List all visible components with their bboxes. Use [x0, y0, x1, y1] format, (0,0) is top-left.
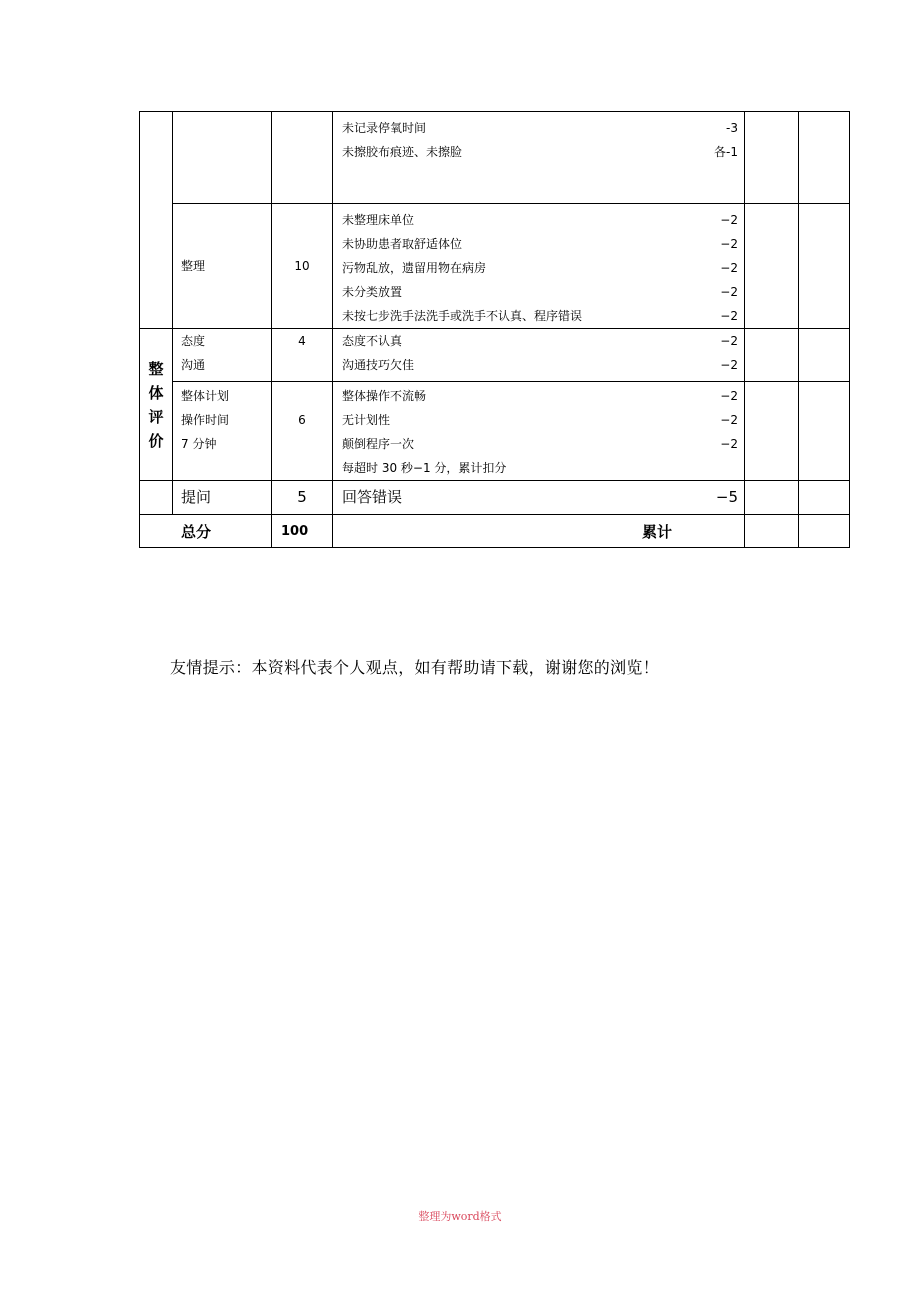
criteria-text: 无计划性	[342, 413, 391, 427]
criteria-line	[342, 304, 738, 328]
criteria-line	[342, 232, 738, 256]
criteria-line	[342, 140, 738, 164]
criteria-line	[342, 208, 738, 232]
criteria-points	[734, 456, 738, 480]
criteria-text: 未记录停氧时间	[342, 121, 427, 135]
table-row	[140, 481, 850, 515]
deduction-cell	[745, 515, 799, 548]
criteria-cell	[333, 382, 745, 481]
total-label: 总分	[181, 522, 212, 541]
criteria-text: 未整理床单位	[342, 213, 415, 227]
criteria-points: 各-1	[714, 145, 738, 159]
item-cell: 态度 沟通	[173, 329, 272, 382]
criteria-points: −2	[720, 334, 738, 348]
score-cell: 5	[272, 481, 333, 515]
final-score-cell	[799, 204, 850, 329]
score-cell: 10	[272, 204, 333, 329]
table-row	[140, 382, 850, 481]
criteria-text: 未擦胶布痕迹、未擦脸	[342, 145, 463, 159]
criteria-line	[342, 408, 738, 432]
item-cell: 整体计划 操作时间 7 分钟	[173, 382, 272, 481]
deduction-cell	[745, 481, 799, 515]
table-row	[140, 112, 850, 204]
score-cell: 6	[272, 382, 333, 481]
criteria-text: 整体操作不流畅	[342, 389, 427, 403]
criteria-text: 未协助患者取舒适体位	[342, 237, 463, 251]
item-cell: 整理	[173, 204, 272, 329]
criteria-text: 态度不认真	[342, 334, 403, 348]
criteria-text: 颠倒程序一次	[342, 437, 415, 451]
criteria-text: 未按七步洗手法洗手或洗手不认真、程序错误	[342, 309, 583, 323]
item-cell	[173, 112, 272, 204]
criteria-line	[342, 280, 738, 304]
table-row	[140, 329, 850, 382]
table-row	[140, 204, 850, 329]
total-score: 100	[281, 523, 309, 539]
criteria-points: −2	[720, 309, 738, 323]
cumulative-label: 累计	[642, 522, 673, 541]
final-score-cell	[799, 481, 850, 515]
criteria-line	[342, 116, 738, 140]
criteria-text: 污物乱放，遗留用物在病房	[342, 261, 487, 275]
criteria-points: −2	[720, 413, 738, 427]
criteria-text: 回答错误	[342, 488, 403, 506]
criteria-cell	[333, 204, 745, 329]
criteria-points: −2	[720, 213, 738, 227]
criteria-text: 每超时 30 秒−1 分，累计扣分	[342, 461, 507, 475]
criteria-line	[342, 256, 738, 280]
criteria-line	[342, 353, 738, 377]
criteria-text: 未分类放置	[342, 285, 403, 299]
total-score-cell	[272, 515, 333, 548]
friendly-tip: 友情提示：本资料代表个人观点，如有帮助请下载，谢谢您的浏览！	[170, 658, 660, 677]
deduction-cell	[745, 329, 799, 382]
item-cell: 提问	[173, 481, 272, 515]
table-row-total	[140, 515, 850, 548]
criteria-text: 沟通技巧欠佳	[342, 358, 415, 372]
criteria-cell	[333, 329, 745, 382]
footer-note: 整理为word格式	[418, 1210, 502, 1223]
scoring-table	[139, 111, 850, 548]
criteria-cell	[333, 112, 745, 204]
cumulative-cell	[333, 515, 745, 548]
deduction-cell	[745, 204, 799, 329]
category-cell-empty	[140, 112, 173, 329]
final-score-cell	[799, 515, 850, 548]
criteria-cell	[333, 481, 745, 515]
criteria-points: −2	[720, 237, 738, 251]
category-overall-evaluation: 整 体 评 价	[140, 329, 173, 481]
criteria-line	[342, 329, 738, 353]
category-cell-empty	[140, 481, 173, 515]
deduction-cell	[745, 112, 799, 204]
final-score-cell	[799, 329, 850, 382]
score-cell	[272, 112, 333, 204]
deduction-cell	[745, 382, 799, 481]
final-score-cell	[799, 382, 850, 481]
criteria-line	[342, 456, 738, 480]
criteria-points: −2	[720, 437, 738, 451]
criteria-line	[342, 481, 738, 513]
criteria-line	[342, 432, 738, 456]
criteria-points: −2	[720, 358, 738, 372]
criteria-points: −2	[720, 261, 738, 275]
score-cell: 4	[272, 329, 333, 382]
final-score-cell	[799, 112, 850, 204]
total-label-cell	[140, 515, 272, 548]
criteria-points: −5	[715, 488, 738, 506]
criteria-line	[342, 384, 738, 408]
criteria-points: -3	[726, 121, 738, 135]
criteria-points: −2	[720, 285, 738, 299]
criteria-points: −2	[720, 389, 738, 403]
